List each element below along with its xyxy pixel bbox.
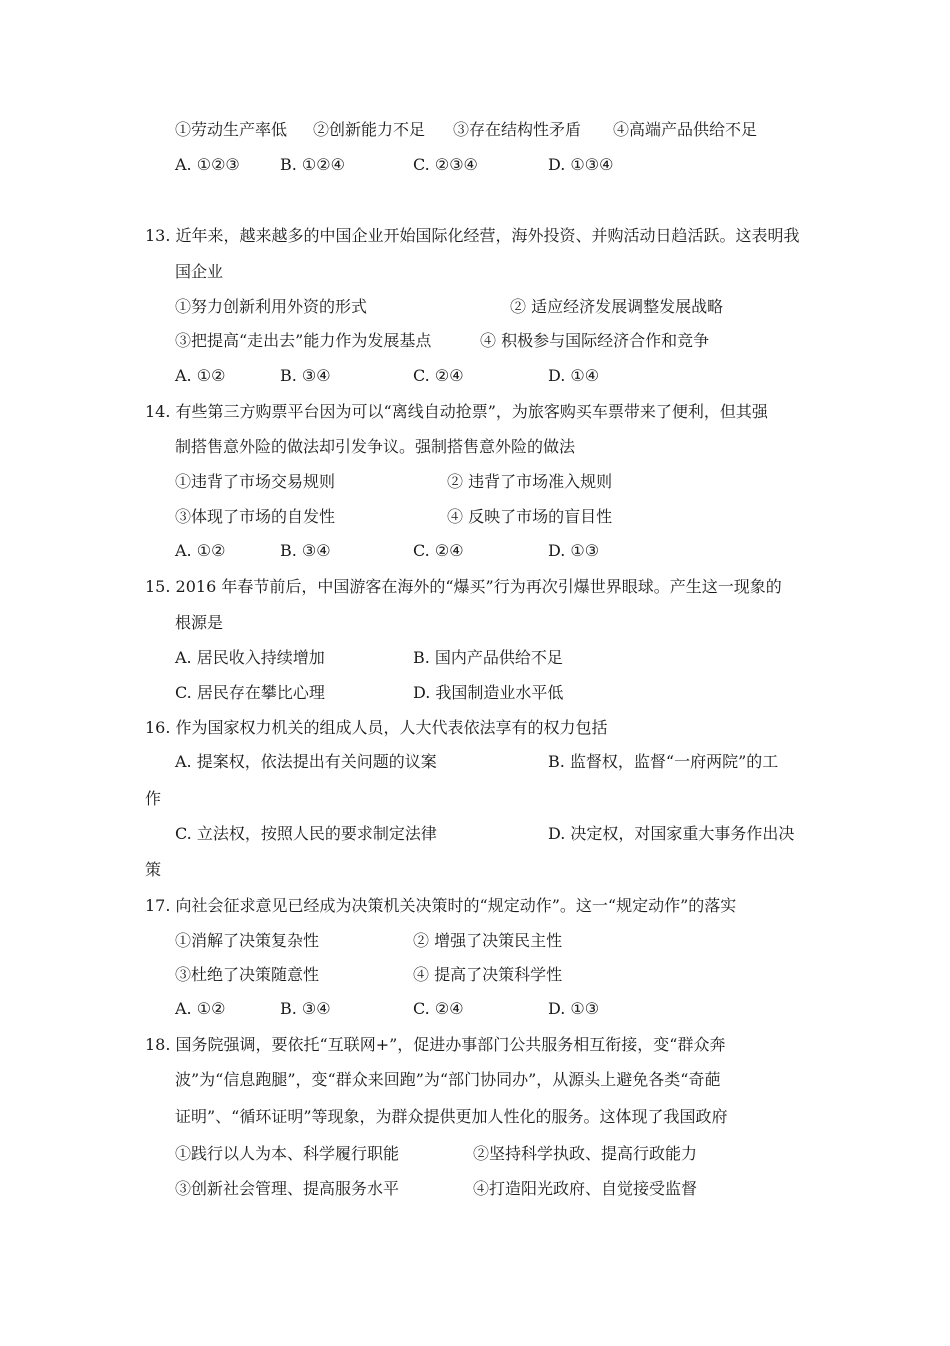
q16-choice-d-wrap: 策 [145, 860, 162, 879]
q12-option-2: ②创新能力不足 [313, 120, 426, 139]
q12-choice-d: D. ①③④ [548, 155, 614, 174]
q12-choice-a: A. ①②③ [175, 155, 240, 174]
q16-choice-c: C. 立法权，按照人民的要求制定法律 [175, 824, 437, 843]
q12-option-1: ①劳动生产率低 [175, 120, 288, 139]
q16-choice-d: D. 决定权，对国家重大事务作出决 [548, 824, 795, 843]
q15-stem-line1: 15. 2016 年春节前后，中国游客在海外的“爆买”行为再次引爆世界眼球。产生这一现象的 [145, 577, 782, 596]
q17-option-1: ①消解了决策复杂性 [175, 931, 320, 950]
q16-choice-b: B. 监督权，监督“一府两院”的工 [548, 752, 779, 771]
q13-option-3: ③把提高“走出去”能力作为发展基点 [175, 331, 432, 350]
q18-stem-line2: 波”为“信息跑腿”，变“群众来回跑”为“部门协同办”，从源头上避免各类“奇葩 [175, 1070, 721, 1089]
q14-stem-line2: 制搭售意外险的做法却引发争议。强制搭售意外险的做法 [175, 437, 576, 456]
q15-choice-d: D. 我国制造业水平低 [413, 683, 564, 702]
q17-option-2: ② 增强了决策民主性 [413, 931, 563, 950]
q12-option-3: ③存在结构性矛盾 [453, 120, 582, 139]
q12-choice-b: B. ①②④ [280, 155, 345, 174]
q15-choice-c: C. 居民存在攀比心理 [175, 683, 325, 702]
q17-option-4: ④ 提高了决策科学性 [413, 965, 563, 984]
q14-option-2: ② 违背了市场准入规则 [447, 472, 613, 491]
q12-choice-c: C. ②③④ [413, 155, 478, 174]
q14-choice-a: A. ①② [175, 541, 226, 560]
q15-stem-line2: 根源是 [175, 613, 224, 632]
q16-stem-line1: 16. 作为国家权力机关的组成人员，人大代表依法享有的权力包括 [145, 718, 608, 737]
q13-option-4: ④ 积极参与国际经济合作和竞争 [480, 331, 710, 350]
q14-stem-line1: 14. 有些第三方购票平台因为可以“离线自动抢票”，为旅客购买车票带来了便利，但其强 [145, 402, 768, 421]
q14-option-3: ③体现了市场的自发性 [175, 507, 336, 526]
q18-option-1: ①践行以人为本、科学履行职能 [175, 1144, 400, 1163]
q13-stem-line1: 13. 近年来，越来越多的中国企业开始国际化经营，海外投资、并购活动日趋活跃。这表明我 [145, 226, 800, 245]
q17-choice-b: B. ③④ [280, 999, 331, 1018]
q18-option-3: ③创新社会管理、提高服务水平 [175, 1179, 400, 1198]
q13-choice-d: D. ①④ [548, 366, 600, 385]
q17-choice-a: A. ①② [175, 999, 226, 1018]
q13-choice-c: C. ②④ [413, 366, 464, 385]
q15-choice-b: B. 国内产品供给不足 [413, 648, 563, 667]
q17-option-3: ③杜绝了决策随意性 [175, 965, 320, 984]
q18-option-2: ②坚持科学执政、提高行政能力 [473, 1144, 698, 1163]
q13-option-2: ② 适应经济发展调整发展战略 [510, 297, 724, 316]
q17-stem-line1: 17. 向社会征求意见已经成为决策机关决策时的“规定动作”。这一“规定动作”的落实 [145, 896, 737, 915]
q18-option-4: ④打造阳光政府、自觉接受监督 [473, 1179, 698, 1198]
q14-option-1: ①违背了市场交易规则 [175, 472, 336, 491]
q13-stem-line2: 国企业 [175, 262, 224, 281]
q17-choice-d: D. ①③ [548, 999, 600, 1018]
q18-stem-line1: 18. 国务院强调，要依托“互联网+”，促进办事部门公共服务相互衔接，变“群众奔 [145, 1035, 726, 1054]
q13-choice-b: B. ③④ [280, 366, 331, 385]
q15-choice-a: A. 居民收入持续增加 [175, 648, 325, 667]
q14-option-4: ④ 反映了市场的盲目性 [447, 507, 613, 526]
q14-choice-d: D. ①③ [548, 541, 600, 560]
q12-option-4: ④高端产品供给不足 [613, 120, 758, 139]
q14-choice-b: B. ③④ [280, 541, 331, 560]
q14-choice-c: C. ②④ [413, 541, 464, 560]
q13-choice-a: A. ①② [175, 366, 226, 385]
q18-stem-line3: 证明”、“循环证明”等现象，为群众提供更加人性化的服务。这体现了我国政府 [175, 1107, 728, 1126]
q13-option-1: ①努力创新利用外资的形式 [175, 297, 368, 316]
q16-choice-b-wrap: 作 [145, 789, 162, 808]
q16-choice-a: A. 提案权，依法提出有关问题的议案 [175, 752, 437, 771]
q17-choice-c: C. ②④ [413, 999, 464, 1018]
